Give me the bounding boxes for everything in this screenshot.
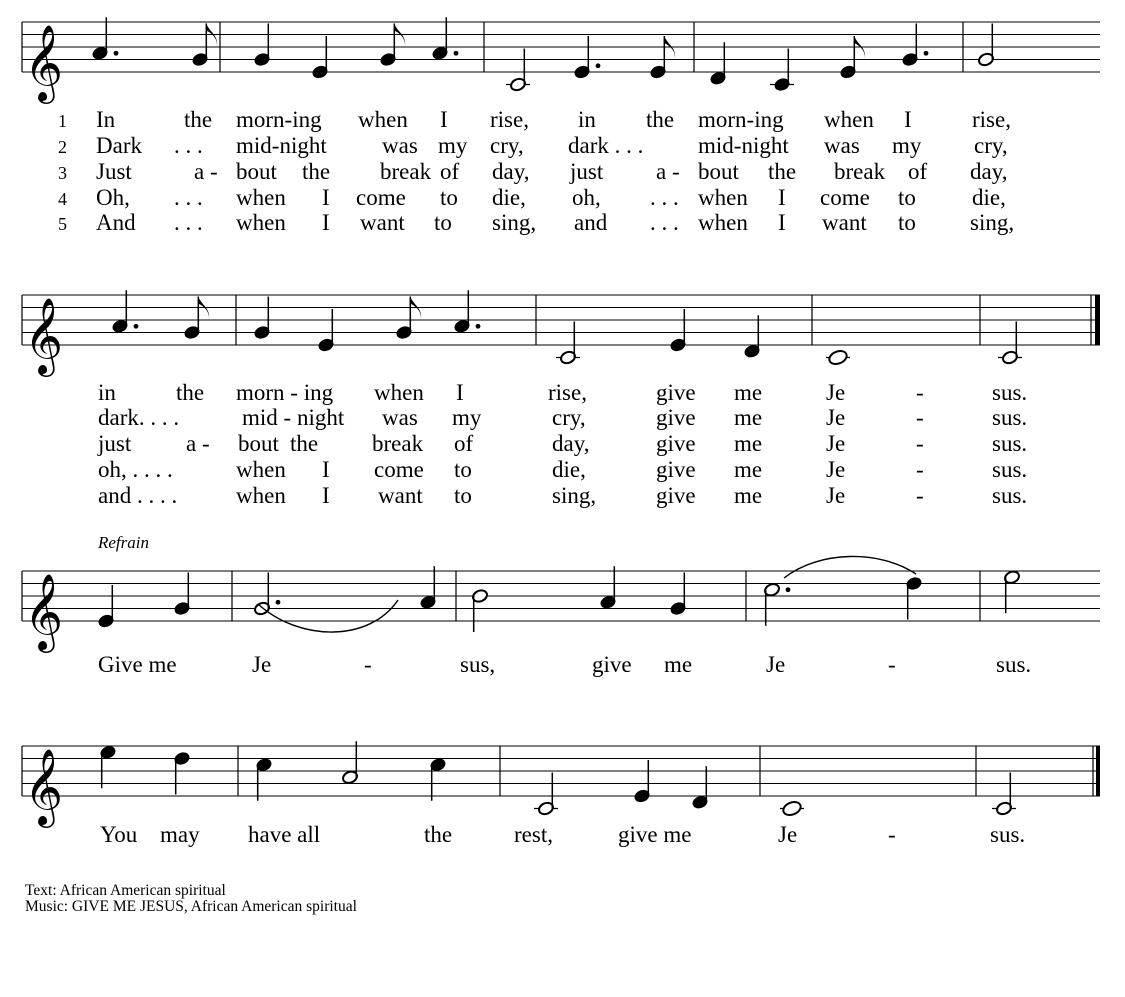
lyric-syllable: give <box>592 652 632 677</box>
lyric-syllable: . . . <box>174 210 203 235</box>
final-barline <box>1095 295 1100 345</box>
lyric-syllable: oh, <box>572 185 601 210</box>
text-credit: Text: African American spiritual <box>25 882 226 899</box>
lyric-syllable: the <box>424 822 453 847</box>
lyric-syllable: to <box>898 185 916 210</box>
lyric-syllable: sus. <box>992 380 1028 405</box>
lyric-syllable: I <box>904 107 912 132</box>
lyric-syllable: give me <box>618 822 692 847</box>
lyric-syllable: die, <box>972 185 1006 210</box>
verse-number: 4 <box>58 189 67 209</box>
lyric-syllable: and <box>574 210 608 235</box>
lyric-syllable: sing, <box>552 483 597 508</box>
music-credit: Music: GIVE ME JESUS, African American spiritual <box>25 898 357 915</box>
lyric-syllable: in <box>98 380 116 405</box>
slur <box>784 556 916 578</box>
lyric-syllable: of <box>454 431 474 456</box>
lyric-syllable: You <box>100 822 138 847</box>
lyric-syllable: Just <box>96 159 132 184</box>
flag <box>664 36 675 62</box>
lyric-syllable: . . . <box>174 185 203 210</box>
lyric-syllable: Je <box>826 405 846 430</box>
lyric-syllable: Je <box>826 457 846 482</box>
lyric-syllable: - <box>916 431 924 456</box>
lyric-syllable: And <box>96 210 136 235</box>
treble-clef-icon: 𝄞 <box>24 24 64 101</box>
lyric-syllable: Give me <box>98 652 177 677</box>
lyric-syllable: when <box>358 107 408 132</box>
lyric-syllable: when <box>698 185 748 210</box>
lyric-syllable: dark. . . . <box>98 405 180 430</box>
lyric-syllable: bout <box>238 431 279 456</box>
lyric-syllable: the <box>646 107 675 132</box>
treble-clef-icon: 𝄞 <box>24 748 64 825</box>
lyric-syllable: bout <box>236 159 277 184</box>
lyric-syllable: I <box>322 457 330 482</box>
lyric-syllable: sus. <box>996 652 1032 677</box>
lyric-syllable: . . . <box>174 133 203 158</box>
lyric-syllable: sus. <box>992 483 1028 508</box>
lyric-syllable: give <box>656 457 696 482</box>
lyric-syllable: I <box>322 185 330 210</box>
lyric-syllable: to <box>454 457 472 482</box>
lyric-syllable: morn - ing <box>236 380 334 405</box>
lyric-syllable: rise, <box>972 107 1011 132</box>
lyric-syllable: want <box>822 210 867 235</box>
lyric-syllable: sus. <box>992 431 1028 456</box>
lyric-syllable: just <box>98 431 132 456</box>
augmentation-dot <box>596 63 601 68</box>
lyric-syllable: when <box>236 210 286 235</box>
slur <box>258 600 398 632</box>
lyric-syllable: just <box>570 159 604 184</box>
lyric-syllable: day, <box>492 159 530 184</box>
lyric-syllable: dark . . . <box>568 133 644 158</box>
lyric-syllable: I <box>322 210 330 235</box>
flag <box>410 297 421 323</box>
lyric-syllable: sus. <box>992 405 1028 430</box>
lyric-syllable: . . . <box>650 210 679 235</box>
lyric-syllable: morn-ing <box>236 107 322 132</box>
augmentation-dot <box>276 600 281 605</box>
lyric-syllable: and . . . . <box>98 483 178 508</box>
lyric-syllable: break <box>380 159 432 184</box>
lyric-syllable: to <box>440 185 458 210</box>
lyric-syllable: was <box>382 405 418 430</box>
lyric-syllable: when <box>824 107 874 132</box>
lyric-syllable: - <box>888 822 896 847</box>
lyric-syllable: my <box>452 405 482 430</box>
lyric-syllable: mid-night <box>698 133 789 158</box>
lyric-syllable: to <box>434 210 452 235</box>
lyric-syllable: Je <box>826 431 846 456</box>
lyric-syllable: I <box>456 380 464 405</box>
lyric-syllable: to <box>454 483 472 508</box>
lyric-syllable: me <box>734 380 763 405</box>
lyric-syllable: of <box>440 159 460 184</box>
lyric-syllable: me <box>734 405 763 430</box>
lyric-syllable: want <box>360 210 405 235</box>
lyric-syllable: of <box>908 159 928 184</box>
lyric-syllable: have all <box>248 822 321 847</box>
augmentation-dot <box>114 51 119 56</box>
lyric-syllable: Je <box>826 380 846 405</box>
lyric-syllable: mid-night <box>236 133 327 158</box>
final-barline <box>1096 746 1100 796</box>
lyric-syllable: was <box>824 133 860 158</box>
lyric-syllable: Je <box>766 652 786 677</box>
lyric-syllable: rise, <box>490 107 529 132</box>
lyric-syllable: when <box>374 380 424 405</box>
verse-number: 2 <box>58 137 67 157</box>
lyric-syllable: me <box>734 483 763 508</box>
lyric-syllable: In <box>96 107 116 132</box>
lyric-syllable: day, <box>552 431 590 456</box>
lyric-syllable: Oh, <box>96 185 130 210</box>
lyric-syllable: give <box>656 405 696 430</box>
lyric-syllable: me <box>664 652 693 677</box>
lyric-syllable: to <box>898 210 916 235</box>
lyric-syllable: break <box>372 431 424 456</box>
lyric-syllable: when <box>236 483 286 508</box>
lyric-syllable: sing, <box>970 210 1015 235</box>
flag <box>206 24 217 50</box>
lyrics <box>58 107 1031 847</box>
lyric-syllable: I <box>440 107 448 132</box>
lyric-syllable: oh, . . . . <box>98 457 173 482</box>
lyric-syllable: give <box>656 483 696 508</box>
lyric-syllable: my <box>438 133 468 158</box>
verse-number: 1 <box>58 111 67 131</box>
lyric-syllable: day, <box>970 159 1008 184</box>
lyric-syllable: sus, <box>460 652 496 677</box>
lyric-syllable: - <box>916 483 924 508</box>
lyric-syllable: die, <box>552 457 586 482</box>
lyric-syllable: in <box>578 107 596 132</box>
lyric-syllable: the <box>768 159 797 184</box>
lyric-syllable: rest, <box>514 822 553 847</box>
lyric-syllable: the <box>176 380 205 405</box>
lyric-syllable: sus. <box>990 822 1026 847</box>
lyric-syllable: a - <box>186 431 210 456</box>
lyric-syllable: die, <box>492 185 526 210</box>
lyric-syllable: was <box>382 133 418 158</box>
credits <box>25 883 357 915</box>
lyric-syllable: cry, <box>974 133 1008 158</box>
augmentation-dot <box>924 51 929 56</box>
lyric-syllable: mid - night <box>242 405 345 430</box>
lyric-syllable: come <box>374 457 424 482</box>
lyric-syllable: - <box>916 457 924 482</box>
lyric-syllable: a - <box>194 159 218 184</box>
lyric-syllable: when <box>236 185 286 210</box>
lyric-syllable: rise, <box>548 380 587 405</box>
lyric-syllable: I <box>322 483 330 508</box>
treble-clef-icon: 𝄞 <box>24 297 64 374</box>
lyric-syllable: - <box>916 380 924 405</box>
lyric-syllable: bout <box>698 159 739 184</box>
lyric-syllable: cry, <box>490 133 524 158</box>
treble-clef-icon: 𝄞 <box>24 573 64 650</box>
lyric-syllable: my <box>892 133 922 158</box>
verse-number: 3 <box>58 163 67 183</box>
lyric-syllable: Dark <box>96 133 142 158</box>
lyric-syllable: come <box>820 185 870 210</box>
flag <box>394 24 405 50</box>
augmentation-dot <box>134 324 139 329</box>
notehead <box>827 349 848 367</box>
lyric-syllable: - <box>916 405 924 430</box>
lyric-syllable: break <box>834 159 886 184</box>
lyric-syllable: want <box>378 483 423 508</box>
flag <box>198 297 209 323</box>
lyric-syllable: when <box>698 210 748 235</box>
refrain-label: Refrain <box>98 533 149 552</box>
lyric-syllable: me <box>734 457 763 482</box>
lyric-syllable: the <box>302 159 331 184</box>
lyric-syllable: me <box>734 431 763 456</box>
notehead <box>781 800 802 818</box>
verse-number: 5 <box>58 214 67 234</box>
lyric-syllable: morn-ing <box>698 107 784 132</box>
augmentation-dot <box>476 324 481 329</box>
lyric-syllable: sus. <box>992 457 1028 482</box>
lyric-syllable: when <box>236 457 286 482</box>
lyric-syllable: the <box>290 431 319 456</box>
flag <box>854 36 865 62</box>
lyric-syllable: Je <box>826 483 846 508</box>
lyric-syllable: . . . <box>650 185 679 210</box>
lyric-syllable: the <box>184 107 213 132</box>
lyric-syllable: I <box>778 210 786 235</box>
lyric-syllable: give <box>656 380 696 405</box>
lyric-syllable: Je <box>252 652 272 677</box>
lyric-syllable: I <box>778 185 786 210</box>
lyric-syllable: may <box>160 822 200 847</box>
lyric-syllable: - <box>888 652 896 677</box>
lyric-syllable: come <box>356 185 406 210</box>
lyric-syllable: cry, <box>552 405 586 430</box>
augmentation-dot <box>454 51 459 56</box>
lyric-syllable: a - <box>656 159 680 184</box>
augmentation-dot <box>786 587 791 592</box>
lyric-syllable: - <box>364 652 372 677</box>
lyric-syllable: give <box>656 431 696 456</box>
lyric-syllable: sing, <box>492 210 537 235</box>
lyric-syllable: Je <box>778 822 798 847</box>
